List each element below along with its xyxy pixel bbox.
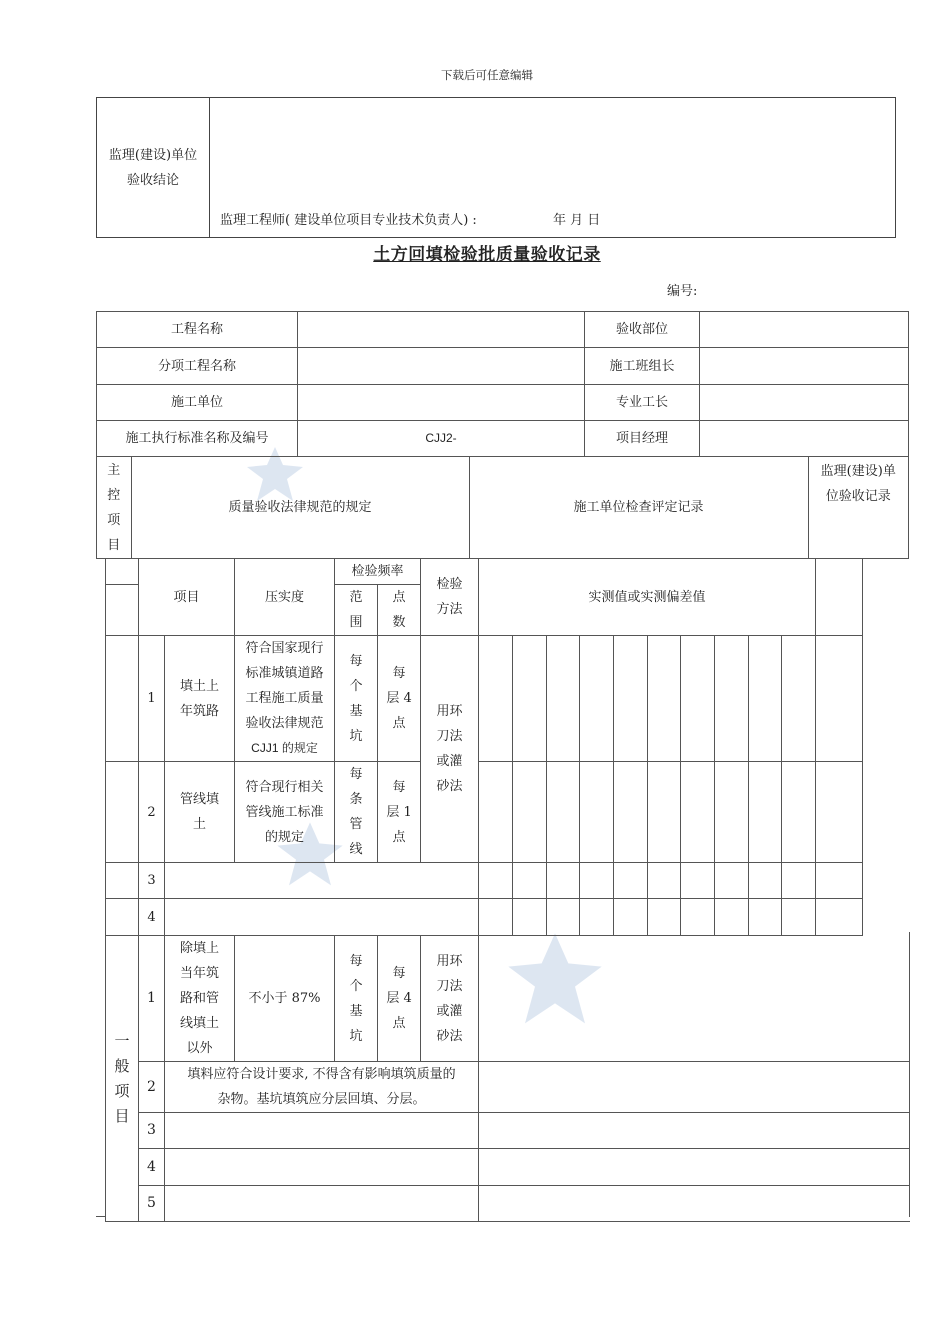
sub-project-value — [298, 348, 585, 385]
row-group-cell — [106, 762, 139, 863]
supervisor-sign-line: 监理工程师( 建设单位项目专业技术负责人) : — [220, 213, 477, 228]
row-group-cell — [106, 899, 139, 936]
measure-blank — [479, 1149, 910, 1186]
measure-cell — [648, 762, 681, 863]
item-range: 每 条 管 线 — [335, 762, 378, 863]
item-points: 每 层 4 点 — [378, 936, 421, 1062]
doc-number-label: 编号: — [667, 284, 698, 299]
method-header: 检验 方法 — [421, 559, 479, 636]
measure-cell — [648, 636, 681, 762]
item-header: 项目 — [139, 559, 235, 636]
row-number: 1 — [139, 636, 165, 762]
measure-cell — [547, 762, 580, 863]
doc-title: 土方回填检验批质量验收记录 — [373, 245, 601, 265]
measure-blank — [479, 1186, 910, 1222]
general-items-label: 一 般 项 目 — [106, 936, 139, 1222]
measure-cell — [681, 636, 715, 762]
project-info-table — [96, 311, 909, 559]
item-spec: 符合现行相关 管线施工标准 的规定 — [235, 762, 335, 863]
item-blank — [165, 863, 479, 899]
foreman-label: 专业工长 — [585, 385, 700, 421]
measure-cell — [782, 762, 816, 863]
item-blank — [165, 899, 479, 936]
measure-blank — [479, 1113, 910, 1149]
project-name-label: 工程名称 — [97, 312, 298, 348]
manager-value — [700, 421, 909, 457]
supervisor-conclusion-table — [96, 97, 896, 238]
construction-unit-value — [298, 385, 585, 421]
row-number: 4 — [139, 1149, 165, 1186]
grid-corner-cell — [106, 559, 139, 585]
supervisor-record-header — [816, 559, 863, 636]
grid-corner-cell — [106, 585, 139, 636]
row-number: 2 — [139, 762, 165, 863]
compaction-header: 压实度 — [235, 559, 335, 636]
item-name: 填土上 年筑路 — [165, 636, 235, 762]
measure-blank — [479, 936, 863, 1062]
frequency-header: 检验频率 — [335, 559, 421, 585]
measure-cell — [681, 899, 715, 936]
team-leader-value — [700, 348, 909, 385]
measure-cell — [513, 863, 547, 899]
construction-unit-label: 施工单位 — [97, 385, 298, 421]
measure-cell — [782, 863, 816, 899]
item-method: 用环 刀法 或灌 砂法 — [421, 936, 479, 1062]
table-row — [106, 1062, 911, 1113]
measure-cell — [580, 762, 614, 863]
item-points: 每 层 1 点 — [378, 762, 421, 863]
record-cell — [816, 863, 863, 899]
range-header: 范 围 — [335, 585, 378, 636]
acceptance-part-label: 验收部位 — [585, 312, 700, 348]
section-head-table — [97, 457, 908, 558]
item-range: 每 个 基 坑 — [335, 936, 378, 1062]
measure-cell — [547, 899, 580, 936]
measure-cell — [681, 863, 715, 899]
item-blank — [165, 1113, 479, 1149]
measure-cell — [715, 762, 749, 863]
measure-cell — [614, 863, 648, 899]
measure-cell — [648, 899, 681, 936]
measure-cell — [580, 899, 614, 936]
points-header: 点 数 — [378, 585, 421, 636]
table-right-border — [909, 932, 910, 1217]
measure-cell — [749, 762, 782, 863]
measure-cell — [614, 636, 648, 762]
measure-cell — [782, 899, 816, 936]
item-range: 每 个 基 坑 — [335, 636, 378, 762]
measure-cell — [547, 863, 580, 899]
row-group-cell — [106, 863, 139, 899]
section-head-row — [97, 457, 909, 559]
acceptance-part-value — [700, 312, 909, 348]
measure-cell — [681, 762, 715, 863]
row-number: 3 — [139, 1113, 165, 1149]
measure-cell — [547, 636, 580, 762]
row-number: 4 — [139, 899, 165, 936]
measure-cell — [479, 899, 513, 936]
measure-cell — [614, 762, 648, 863]
table-row — [106, 863, 911, 899]
header-note: 下载后可任意编辑 — [441, 68, 533, 82]
table-row — [106, 1149, 911, 1186]
measure-cell — [715, 899, 749, 936]
rule-label: 质量验收法律规范的规定 — [131, 457, 469, 558]
main-items-label: 主 控 项 目 — [97, 457, 131, 558]
item-spec: 符合国家现行 标准城镇道路 工程施工质量 验收法律规范 CJJ1 的规定 — [235, 636, 335, 762]
check-label: 施工单位检查评定记录 — [469, 457, 808, 558]
sign-date: 年 月 日 — [552, 213, 601, 228]
record-cell — [816, 762, 863, 863]
row-number: 5 — [139, 1186, 165, 1222]
measure-blank — [479, 1062, 910, 1113]
table-row — [106, 636, 911, 762]
measure-cell — [648, 863, 681, 899]
measure-cell — [715, 636, 749, 762]
supervisor-record-label: 监理(建设)单 位验收记录 — [808, 457, 908, 558]
project-name-value — [298, 312, 585, 348]
team-leader-label: 施工班组长 — [585, 348, 700, 385]
foreman-value — [700, 385, 909, 421]
item-points: 每 层 4 点 — [378, 636, 421, 762]
table-row — [106, 1186, 911, 1222]
row-number: 2 — [139, 1062, 165, 1113]
item-blank — [165, 1186, 479, 1222]
measure-cell — [749, 636, 782, 762]
measured-header: 实测值或实测偏差值 — [479, 559, 816, 636]
table-row — [106, 936, 911, 1062]
measure-cell — [749, 899, 782, 936]
inspection-grid-table — [105, 558, 910, 1222]
table-row — [106, 1113, 911, 1149]
measure-cell — [580, 863, 614, 899]
record-cell — [816, 636, 863, 762]
table-row — [106, 899, 911, 936]
item-requirement: 填料应符合设计要求, 不得含有影响填筑质量的 杂物。基坑填筑应分层回填、分层。 — [165, 1062, 479, 1113]
item-method: 用环 刀法 或灌 砂法 — [421, 636, 479, 863]
item-name: 除填上 当年筑 路和管 线填土 以外 — [165, 936, 235, 1062]
table-row — [106, 762, 911, 863]
item-spec: 不小于 87% — [235, 936, 335, 1062]
measure-cell — [580, 636, 614, 762]
table-bottom-extension — [96, 1216, 106, 1217]
measure-cell — [479, 863, 513, 899]
manager-label: 项目经理 — [585, 421, 700, 457]
measure-cell — [513, 762, 547, 863]
measure-cell — [782, 636, 816, 762]
row-number: 3 — [139, 863, 165, 899]
measure-cell — [479, 762, 513, 863]
supervisor-sign-cell — [210, 98, 896, 238]
measure-cell — [479, 636, 513, 762]
record-cell — [816, 899, 863, 936]
item-name: 管线填 土 — [165, 762, 235, 863]
standard-label: 施工执行标准名称及编号 — [97, 421, 298, 457]
measure-cell — [749, 863, 782, 899]
measure-cell — [715, 863, 749, 899]
item-blank — [165, 1149, 479, 1186]
row-number: 1 — [139, 936, 165, 1062]
row-group-cell — [106, 636, 139, 762]
measure-cell — [614, 899, 648, 936]
supervisor-conclusion-label: 监理(建设)单位 验收结论 — [97, 98, 210, 238]
measure-cell — [513, 899, 547, 936]
sub-project-label: 分项工程名称 — [97, 348, 298, 385]
measure-cell — [513, 636, 547, 762]
standard-value: CJJ2- — [298, 421, 585, 457]
